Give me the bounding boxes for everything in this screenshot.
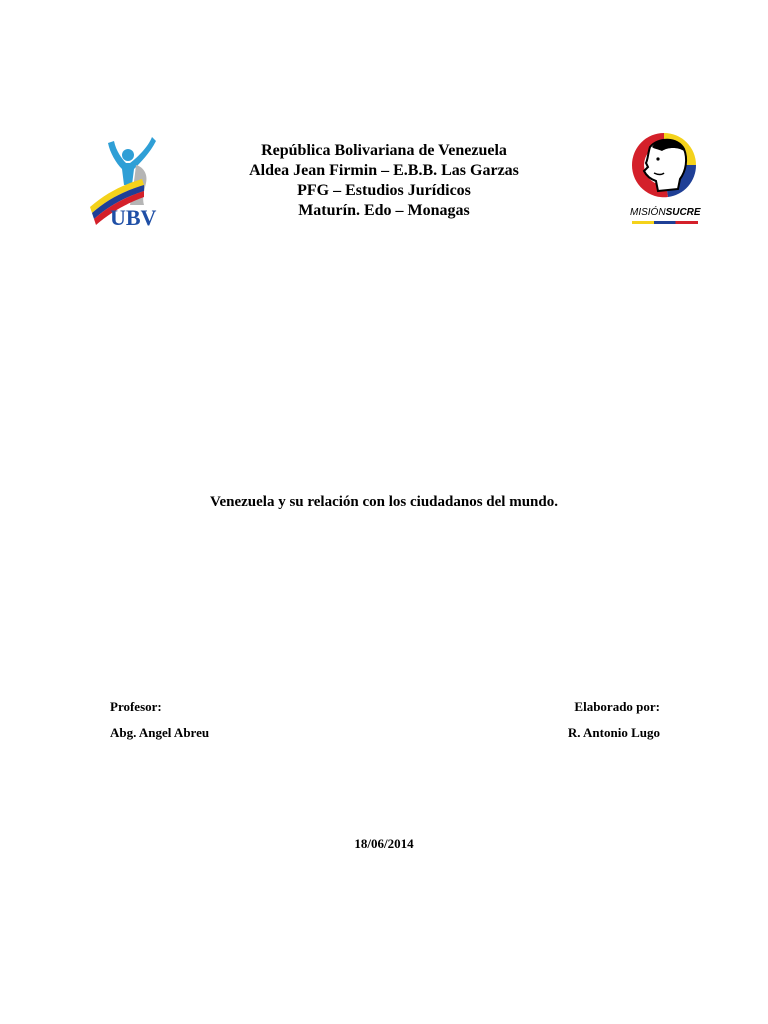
professor-name: Abg. Angel Abreu	[110, 725, 210, 740]
mision-sucre-flag-bar	[632, 221, 698, 224]
header-line-program: PFG – Estudios Jurídicos	[297, 182, 471, 199]
sucre-text: SUCRE	[665, 207, 701, 218]
professor-label: Profesor:	[110, 699, 162, 714]
author-block	[568, 698, 660, 750]
ubv-logo-text: UBV	[110, 205, 157, 230]
header-line-school: Aldea Jean Firmin – E.B.B. Las Garzas	[249, 162, 519, 179]
institution-header	[0, 141, 768, 221]
professor-block	[110, 698, 209, 750]
mision-text: MISIÓN	[630, 207, 666, 218]
document-title: Venezuela y su relación con los ciudadanos del mundo.	[210, 494, 558, 510]
header-line-location: Maturín. Edo – Monagas	[298, 202, 470, 219]
author-label: Elaborado por:	[574, 699, 660, 714]
header-line-country: República Bolivariana de Venezuela	[261, 142, 507, 159]
document-date: 18/06/2014	[354, 836, 414, 851]
author-name: R. Antonio Lugo	[567, 725, 660, 740]
